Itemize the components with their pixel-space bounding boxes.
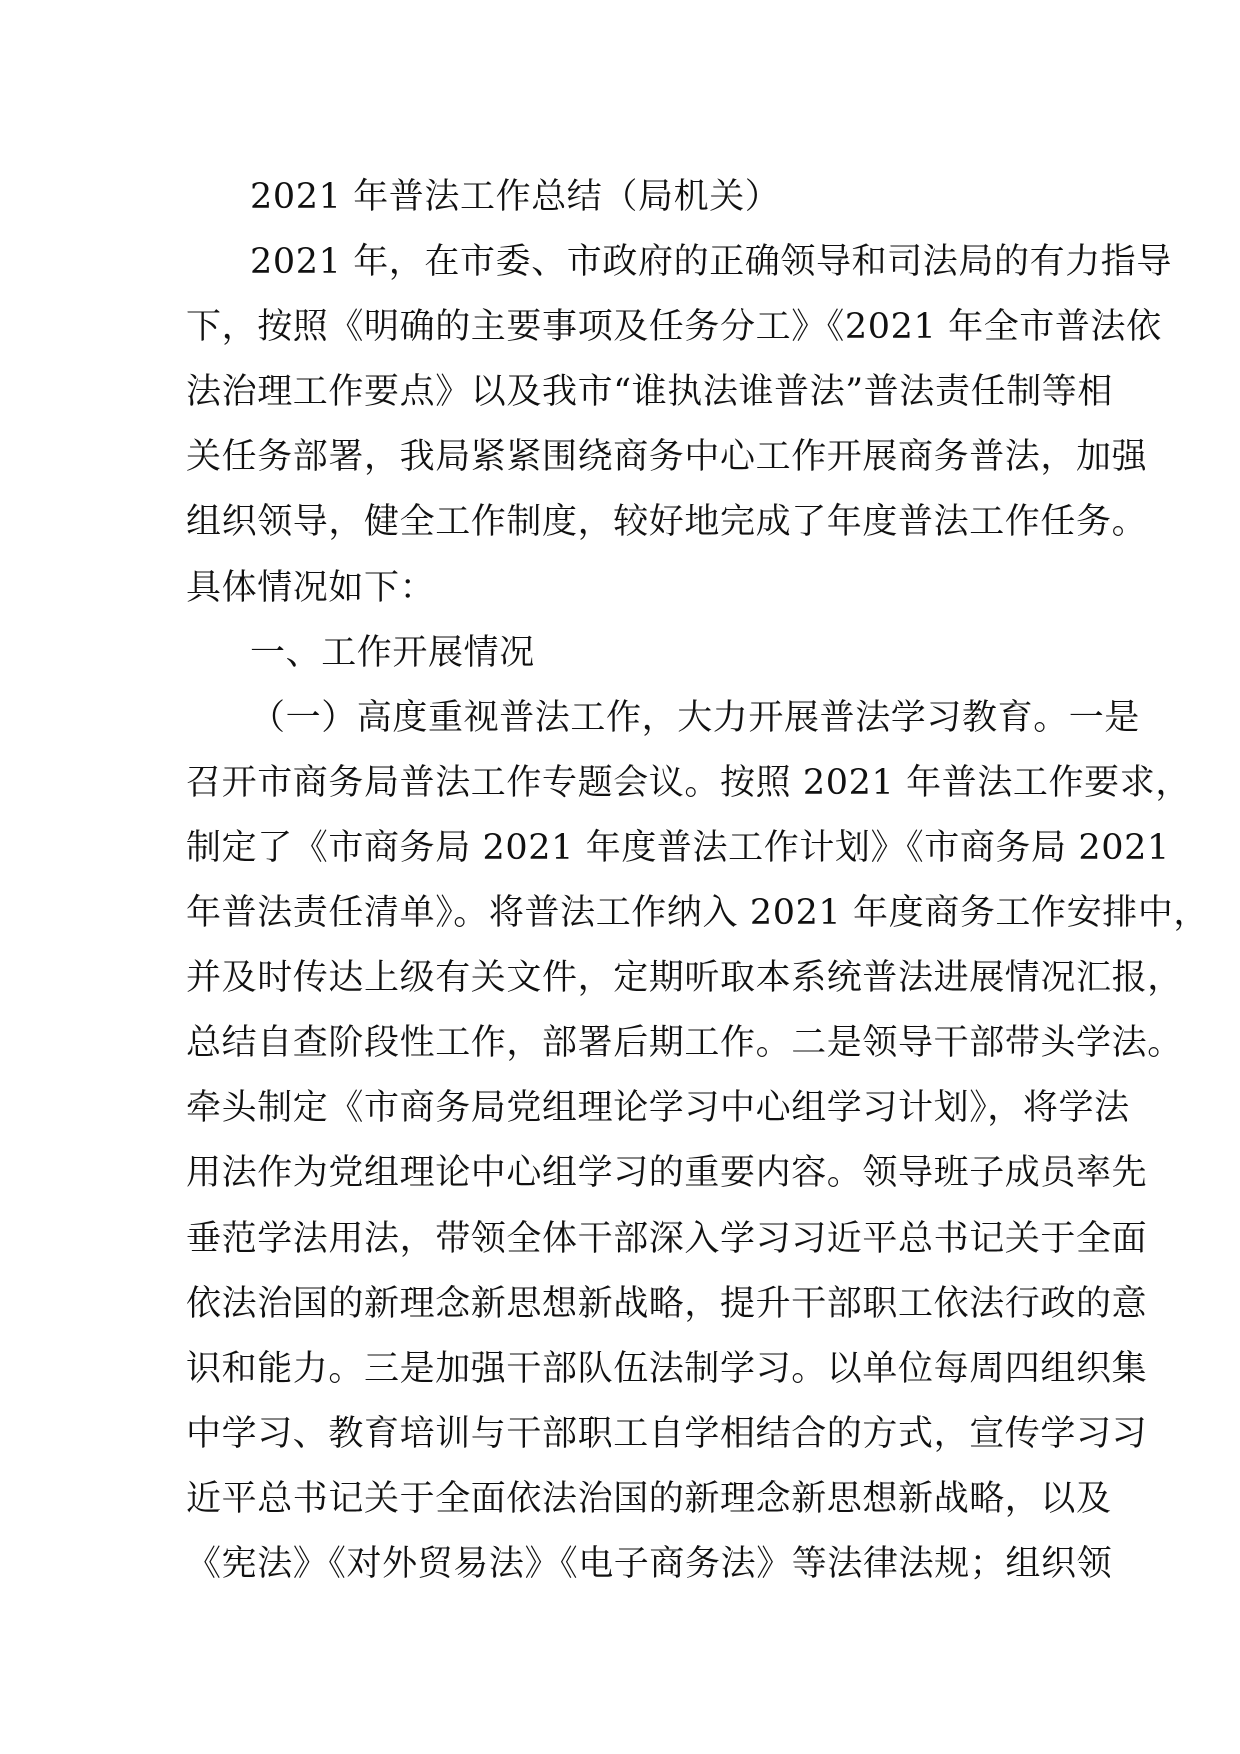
paragraph-line: 年普法责任清单》。将普法工作纳入 2021 年度商务工作安排中， xyxy=(186,893,1210,934)
paragraph-line: 关任务部署，我局紧紧围绕商务中心工作开展商务普法，加强 xyxy=(186,437,1148,478)
paragraph-line: 组织领导，健全工作制度，较好地完成了年度普法工作任务。 xyxy=(186,502,1148,543)
paragraph-line: 总结自查阶段性工作，部署后期工作。二是领导干部带头学法。 xyxy=(186,1023,1183,1064)
paragraph-line: 牵头制定《市商务局党组理论学习中心组学习计划》，将学法 xyxy=(186,1088,1130,1129)
paragraph-line: 近平总书记关于全面依法治国的新理念新思想新战略，以及 xyxy=(186,1478,1112,1519)
paragraph-line: 中学习、教育培训与干部职工自学相结合的方式，宣传学习习 xyxy=(186,1413,1148,1454)
subsection-heading-line: （一）高度重视普法工作，大力开展普法学习教育。一是 xyxy=(250,697,1141,738)
document-title: 2021 年普法工作总结（局机关） xyxy=(250,177,781,217)
paragraph-line: 《宪法》《对外贸易法》《电子商务法》等法律法规；组织领 xyxy=(186,1543,1113,1584)
paragraph-line: 识和能力。三是加强干部队伍法制学习。以单位每周四组织集 xyxy=(186,1348,1148,1389)
document-body xyxy=(186,165,1210,1597)
paragraph-line: 制定了《市商务局 2021 年度普法工作计划》《市商务局 2021 xyxy=(186,827,1170,868)
paragraph-line: 垂范学法用法，带领全体干部深入学习习近平总书记关于全面 xyxy=(186,1218,1148,1259)
paragraph-line: 法治理工作要点》以及我市“谁执法谁普法”普法责任制等相 xyxy=(186,372,1113,413)
paragraph-line: 下，按照《明确的主要事项及任务分工》《2021 年全市普法依 xyxy=(186,307,1162,348)
paragraph-line: 依法治国的新理念新思想新战略，提升干部职工依法行政的意 xyxy=(186,1283,1148,1324)
paragraph-line: 并及时传达上级有关文件，定期听取本系统普法进展情况汇报， xyxy=(186,958,1183,999)
paragraph-line: 召开市商务局普法工作专题会议。按照 2021 年普法工作要求， xyxy=(186,762,1191,803)
paragraph-line: 具体情况如下： xyxy=(186,567,436,608)
paragraph-line: 用法作为党组理论中心组学习的重要内容。领导班子成员率先 xyxy=(186,1153,1148,1194)
section-heading: 一、工作开展情况 xyxy=(250,632,535,673)
paragraph-line: 2021 年，在市委、市政府的正确领导和司法局的有力指导 xyxy=(250,242,1172,283)
